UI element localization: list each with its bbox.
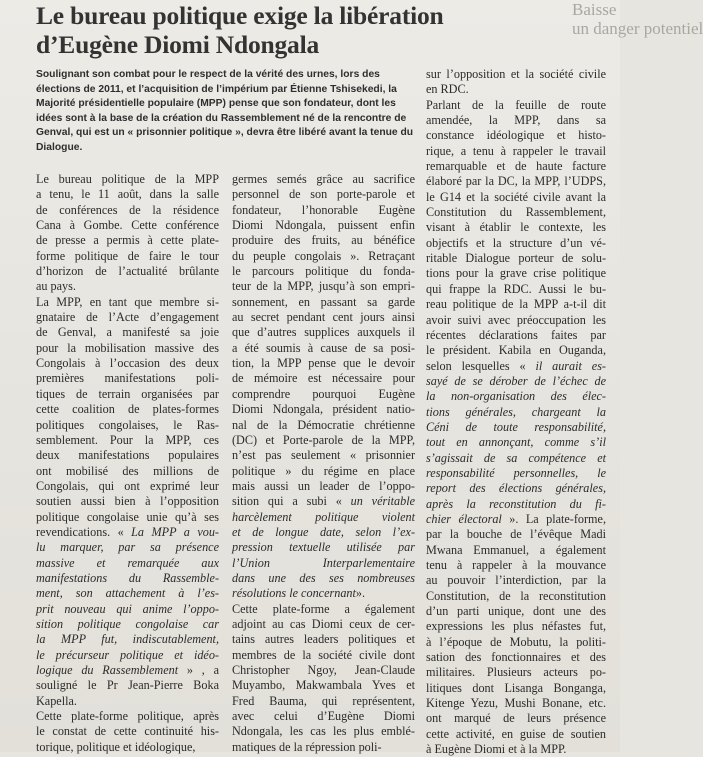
- text-line: Christopher Ngoy, Jean-Claude: [232, 663, 415, 677]
- text-line: de Genval, a manifesté sa joie: [36, 325, 219, 340]
- text-line: ment, son attachement à l’es-: [36, 586, 219, 601]
- text-line: politiques congolaises, le Ras-: [36, 417, 219, 432]
- body-column-3: [426, 67, 606, 757]
- text-line: teur de la MPP, jusqu’à son empri-: [232, 279, 415, 294]
- text-line: d’un parti unique, dont une des: [426, 604, 606, 619]
- bleed-line: un danger potentiel: [572, 19, 703, 38]
- text-line: premières manifestations poli-: [36, 371, 219, 386]
- text-line: Constitution, de la reconstitution: [426, 588, 606, 603]
- text-line: prit nouveau qui anime l’oppo-: [36, 601, 219, 616]
- text-line: tenu à rappeler à la mouvance: [426, 558, 606, 572]
- text-line: le parcours politique du fonda-: [232, 264, 415, 279]
- text-line: constance idéologique et histo-: [426, 128, 606, 143]
- text-line: tout en annonçant, comme s’il: [426, 435, 606, 450]
- text-line: tains autres leaders politiques et: [232, 632, 415, 647]
- text-line: Céni de toute responsabilité,: [426, 419, 606, 434]
- text-line: a tenu, le 11 août, dans la salle: [36, 187, 219, 202]
- text-line: Parlant de la feuille de route: [426, 97, 606, 112]
- text-line: s’agissait de sa compétence et: [426, 450, 606, 465]
- text-line: la MPP fut, indiscutablement,: [36, 632, 219, 647]
- text-line: Diomi Ndongala, président natio-: [232, 402, 415, 417]
- text-line: lu marquer, par sa présence: [36, 540, 219, 555]
- text-line: élaboré par la DC, la MPP, l’UDPS,: [426, 174, 606, 189]
- text-line: pression textuelle utilisée par: [232, 540, 415, 555]
- text-line: le président. Kabila en Ouganda,: [426, 343, 606, 358]
- text-line: Fred Bauma, qui représentent,: [232, 693, 415, 708]
- text-line: au secret pendant cent jours ainsi: [232, 310, 415, 325]
- text-line: ont mobilisé des millions de: [36, 463, 219, 478]
- text-line: reau politique de la MPP a-t-il dit: [426, 297, 606, 312]
- text-line: n’est pas seulement « prisonnier: [232, 448, 415, 463]
- text-line: fondateur, l’honorable Eugène: [232, 202, 415, 217]
- headline-line-1: Le bureau politique exige la libération: [36, 1, 444, 30]
- text-line: à Eugène Diomi et à la MPP.: [426, 742, 567, 757]
- text-line: Le bureau politique de la MPP: [36, 172, 219, 186]
- text-line: militaires. Plusieurs acteurs po-: [426, 665, 606, 680]
- text-line: gnataire de l’Acte d’engagement: [36, 310, 219, 325]
- text-line: matiques de la répression poli-: [232, 739, 382, 754]
- text-line: soutien aussi bien à l’opposition: [36, 494, 219, 509]
- text-line: Kapella.: [36, 693, 77, 708]
- text-line: chier électoral ». La plate-forme,: [426, 511, 606, 526]
- body-column-2: [232, 172, 415, 755]
- article-headline: [36, 1, 444, 59]
- text-line: en RDC.: [426, 82, 469, 97]
- text-line: massive et remarquée aux: [36, 555, 219, 570]
- text-line: pour la mobilisation massive des: [36, 340, 219, 355]
- text-line: de mémoire est nécessaire pour: [232, 371, 415, 386]
- text-line: Muyambo, Makwambala Yves et: [232, 678, 415, 693]
- text-line: récentes déclarations faites par: [426, 327, 606, 342]
- text-line: le constat de cette continuité his-: [36, 724, 219, 739]
- text-line: sition qui a subi « un véritable: [232, 494, 415, 509]
- text-line: d’horizon de l’actualité brûlante: [36, 264, 219, 279]
- text-line: Ndongala, les cas les plus emblé-: [232, 724, 415, 739]
- text-line: avec celui d’Eugène Diomi: [232, 709, 415, 724]
- text-line: membres de la société civile dont: [232, 647, 415, 662]
- text-line: torique, politique et idéologique,: [36, 739, 196, 754]
- text-line: Cette plate-forme politique, après: [36, 709, 219, 724]
- text-line: sition politique congolaise car: [36, 616, 219, 631]
- text-line: résolutions le concernant».: [232, 586, 366, 601]
- text-line: Congolais à l’occasion des deux: [36, 356, 219, 371]
- text-line: objectifs et la structure d’un vé-: [426, 235, 606, 250]
- text-line: forme politique de faire le tour: [36, 248, 219, 263]
- text-line: produire des fruits, au bénéfice: [232, 233, 415, 248]
- text-line: Cana à Gombe. Cette conférence: [36, 218, 219, 233]
- text-line: responsabilité personnelles, le: [426, 465, 606, 480]
- text-line: la non-organisation des élec-: [426, 389, 606, 404]
- text-line: et de longue date, selon l’ex-: [232, 524, 415, 539]
- text-line: souligné le Pr Jean-Pierre Boka: [36, 678, 219, 693]
- body-column-1: [36, 172, 219, 755]
- text-line: semblement. Pour la MPP, ces: [36, 432, 219, 447]
- text-line: Kitenge Yezu, Mushi Bonane, etc.: [426, 696, 606, 711]
- text-line: nal de la Démocratie chrétienne: [232, 417, 415, 432]
- text-line: Diomi Ndongala, puissent enfin: [232, 218, 415, 233]
- text-line: personnel de son porte-parole et: [232, 187, 415, 202]
- article-lead: Soulignant son combat pour le respect de la vérité des urnes, lors des élections de 2011, et l’acquisition de l’impérium par Étienne Tshisekedi, la Majorité présidentielle populaire (MPP) pense que son fondateur, dont les idées sont à la base de la création du Rassemblement né de la rencontre de Genval, qui est un « prisonnier politique », devra être libéré avant la tenue du Dialogue.: [36, 69, 414, 153]
- text-line: amendée, la MPP, dans sa: [426, 113, 606, 128]
- text-line: comprendre pourquoi Eugène: [232, 386, 415, 401]
- adjacent-article-bleed: [572, 0, 703, 60]
- text-line: qui frappe la RDC. Aussi le bu-: [426, 281, 606, 296]
- text-line: La MPP, en tant que membre si-: [36, 294, 219, 309]
- text-line: tions générales, chargeant la: [426, 404, 606, 419]
- text-line: revendications. « La MPP a vou-: [36, 524, 219, 539]
- bleed-line: Baisse: [572, 0, 617, 19]
- text-line: deux manifestations populaires: [36, 448, 219, 463]
- text-line: politique » du régime en place: [232, 463, 415, 478]
- text-line: que d’autres supplices auxquels il: [232, 325, 415, 340]
- text-line: mais aussi un leader de l’oppo-: [232, 478, 415, 493]
- text-line: au pouvoir l’interdiction, par la: [426, 573, 606, 588]
- text-line: expressions les plus néfastes fut,: [426, 619, 606, 634]
- text-line: logique du Rassemblement » , a: [36, 663, 219, 677]
- text-line: rique, a tenu à rappeler le travail: [426, 143, 606, 158]
- text-line: de conférences de la résidence: [36, 202, 219, 217]
- text-line: de presse a permis à cette plate-: [36, 233, 219, 248]
- text-line: germes semés grâce au sacrifice: [232, 172, 415, 186]
- text-line: adjoint au cas Diomi ceux de cer-: [232, 616, 415, 631]
- text-line: ont marqué de leurs présence: [426, 711, 606, 726]
- text-line: à l’époque de Mobutu, la politi-: [426, 634, 606, 649]
- text-line: Cette plate-forme a également: [232, 601, 415, 616]
- text-line: Mwana Emmanuel, a également: [426, 542, 606, 557]
- text-line: sayé de se dérober de l’échec de: [426, 373, 606, 388]
- text-line: remarquable et de haute facture: [426, 159, 606, 174]
- text-line: manifestations du Rassemble-: [36, 570, 219, 585]
- text-line: le G14 et la société civile avant la: [426, 189, 606, 204]
- text-line: litiques dont Lisanga Bonganga,: [426, 680, 606, 695]
- text-line: harcèlement politique violent: [232, 509, 415, 524]
- text-line: tions pour la grave crise politique: [426, 266, 606, 281]
- text-line: (DC) et Porte-parole de la MPP,: [232, 432, 415, 447]
- text-line: cette coalition de plates-formes: [36, 402, 219, 417]
- text-line: par la bouche de l’évêque Madi: [426, 527, 606, 542]
- text-line: dans une des ses nombreuses: [232, 570, 415, 585]
- text-line: cette activité, en guise de soutien: [426, 726, 606, 741]
- text-line: avoir suivi avec préoccupation les: [426, 312, 606, 327]
- text-line: sation des fonctionnaires et des: [426, 650, 606, 665]
- text-line: le précurseur politique et idéo-: [36, 647, 219, 662]
- text-line: politique congolaise unie qu’à ses: [36, 509, 219, 524]
- text-line: au pays.: [36, 279, 76, 294]
- text-line: visant à établir le contexte, les: [426, 220, 606, 235]
- text-line: Congolais, qui ont exprimé leur: [36, 478, 219, 493]
- headline-line-2: d’Eugène Diomi Ndongala: [36, 30, 320, 59]
- text-line: après la reconstitution du fi-: [426, 496, 606, 511]
- text-line: tiques de terrain organisées par: [36, 386, 219, 401]
- text-line: ritable Dialogue porteur de solu-: [426, 251, 606, 266]
- text-line: a été soumis à cause de sa posi-: [232, 340, 415, 355]
- text-line: selon lesquelles « il aurait es-: [426, 358, 606, 373]
- text-line: l’Union Interparlementaire: [232, 555, 415, 570]
- text-line: du peuple congolais ». Retraçant: [232, 248, 415, 263]
- text-line: Constitution du Rassemblement,: [426, 205, 606, 220]
- text-line: report des élections générales,: [426, 481, 606, 496]
- text-line: tion, la MPP pense que le devoir: [232, 356, 415, 371]
- text-line: sur l’opposition et la société civile: [426, 67, 606, 81]
- text-line: sonnement, en passant sa garde: [232, 294, 415, 309]
